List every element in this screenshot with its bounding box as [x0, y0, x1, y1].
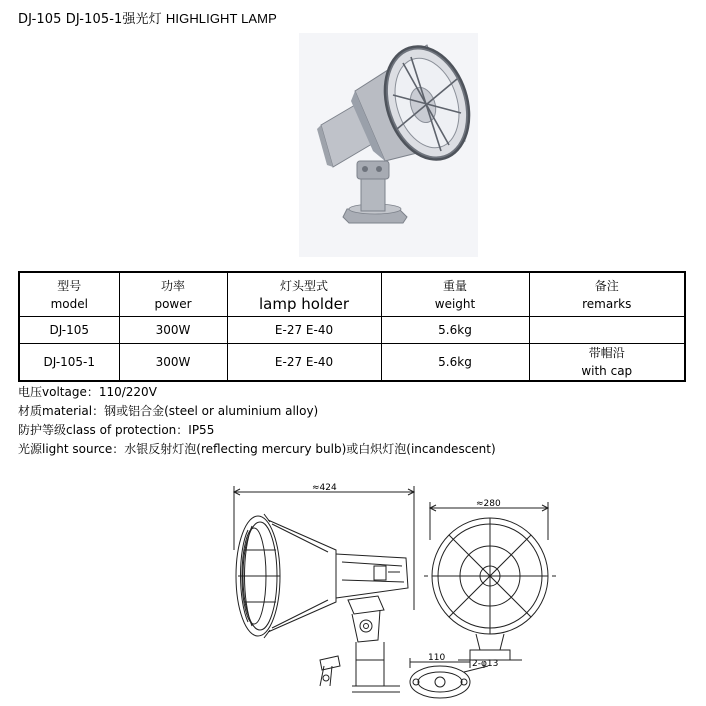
remarks-en: with cap [581, 364, 633, 378]
model-title: DJ-105 DJ-105-1强光灯 [18, 12, 162, 27]
dimension-base-label: 110 [428, 653, 446, 663]
cell-holder: E-27 E-40 [227, 344, 381, 382]
remarks-zh: 带帽沿 [588, 346, 625, 360]
english-title: HIGHLIGHT LAMP [165, 11, 277, 26]
spec-table [18, 271, 686, 382]
spec-list [18, 383, 496, 459]
dimension-hole-label: 2-φ13 [472, 659, 499, 669]
header-zh: 重量 [442, 278, 467, 293]
spec-light-source: 光源light source：水银反射灯泡(reflecting mercury bulb)或白炽灯泡(incandescent) [18, 442, 496, 456]
cell-model: DJ-105-1 [19, 344, 119, 382]
dimension-width-label: ≈424 [312, 483, 337, 493]
cell-power: 300W [119, 344, 227, 382]
cell-power: 300W [119, 317, 227, 344]
cell-remarks [529, 344, 685, 382]
header-en: model [50, 296, 88, 311]
header-zh: 备注 [594, 278, 619, 293]
technical-drawing [228, 480, 558, 702]
header-cell-lamp-holder [227, 272, 381, 317]
spec-material: 材质material：钢或铝合金(steel or aluminium alloy) [18, 404, 319, 418]
table-row [19, 317, 685, 344]
header-en: power [154, 296, 192, 311]
cell-weight: 5.6kg [381, 344, 529, 382]
cell-holder: E-27 E-40 [227, 317, 381, 344]
header-zh: 灯头型式 [279, 278, 328, 293]
cell-model: DJ-105 [19, 317, 119, 344]
table-row [19, 344, 685, 382]
header-cell-remarks [529, 272, 685, 317]
header-cell-power [119, 272, 227, 317]
page-title [18, 8, 277, 27]
header-zh: 型号 [57, 278, 82, 293]
dimension-diameter-label: ≈280 [476, 499, 501, 509]
cell-remarks [529, 317, 685, 344]
header-cell-weight [381, 272, 529, 317]
header-cell-model [19, 272, 119, 317]
header-en: lamp holder [258, 294, 350, 313]
spec-voltage: 电压voltage：110/220V [18, 385, 157, 399]
cell-weight: 5.6kg [381, 317, 529, 344]
lamp-photo [299, 33, 478, 257]
header-en: remarks [582, 296, 632, 311]
spec-protection: 防护等级class of protection：IP55 [18, 423, 215, 437]
table-header-row [19, 272, 685, 317]
header-en: weight [434, 296, 476, 311]
header-zh: 功率 [160, 278, 185, 293]
